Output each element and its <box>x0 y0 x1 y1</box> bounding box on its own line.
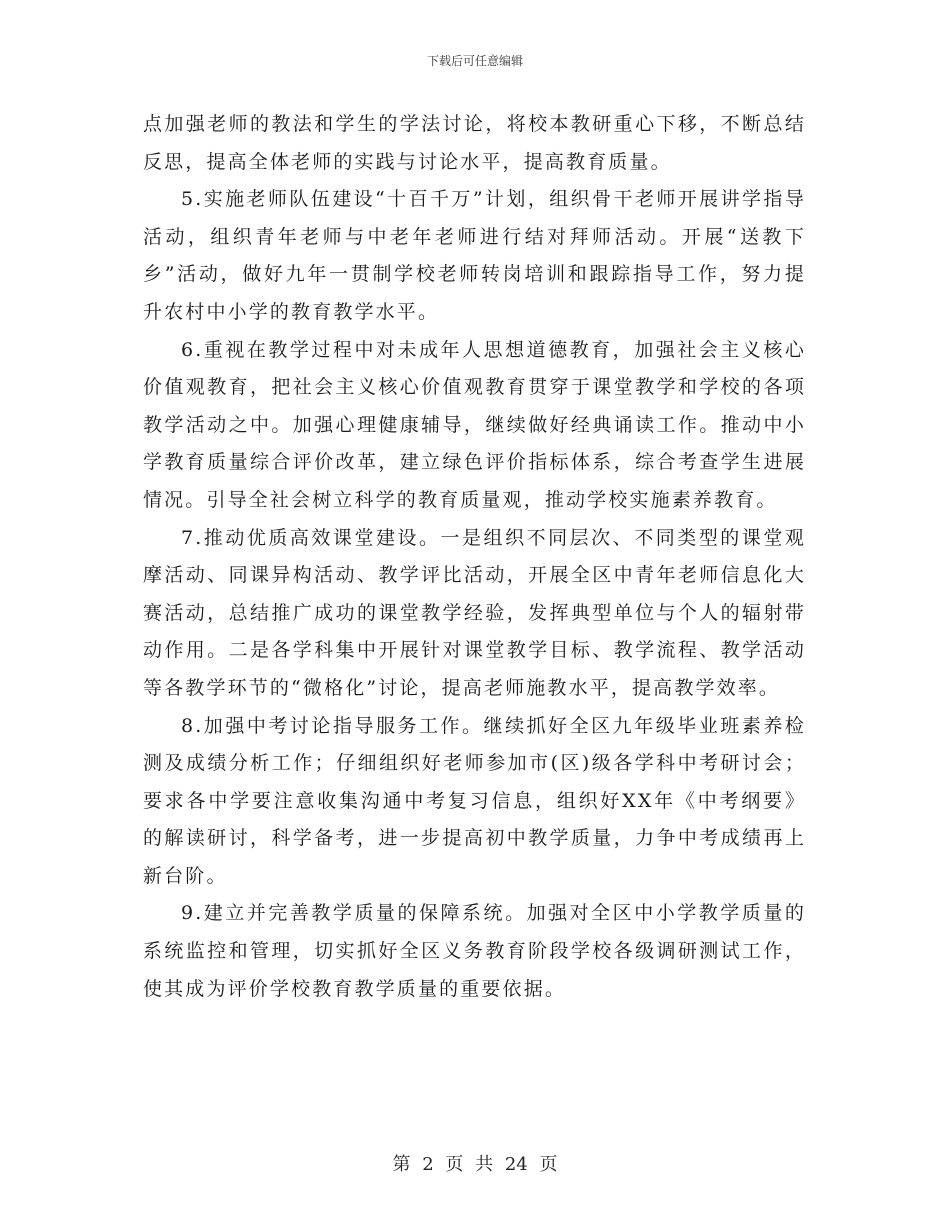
paragraph: 7.推动优质高效课堂建设。一是组织不同层次、不同类型的课堂观摩活动、同课异构活动、教学评比活动，开展全区中青年老师信息化大赛活动，总结推广成功的课堂教学经验，发挥典型单位与个人的辐射带动作用。二是各学科集中开展针对课堂教学目标、教学流程、教学活动等各教学环节的“微格化”讨论，提高老师施教水平，提高教学效率。 <box>143 526 806 699</box>
paragraph: 8.加强中考讨论指导服务工作。继续抓好全区九年级毕业班素养检测及成绩分析工作；仔细组织好老师参加市(区)级各学科中考研讨会；要求各中学要注意收集沟通中考复习信息，组织好XX年《中考纲要》的解读研讨，科学备考，进一步提高初中教学质量，力争中考成绩再上新台阶。 <box>143 714 806 887</box>
paragraph: 9.建立并完善教学质量的保障系统。加强对全区中小学教学质量的系统监控和管理，切实抓好全区义务教育阶段学校各级调研测试工作，使其成为评价学校教育教学质量的重要依据。 <box>143 902 806 1000</box>
page-number-label: 第 2 页 共 24 页 <box>392 1154 558 1175</box>
paragraph: 点加强老师的教法和学生的学法讨论，将校本教研重心下移，不断总结反思，提高全体老师的实践与讨论水平，提高教育质量。 <box>143 113 806 173</box>
paragraph: 6.重视在教学过程中对未成年人思想道德教育，加强社会主义核心价值观教育，把社会主义核心价值观教育贯穿于课堂教学和学校的各项教学活动之中。加强心理健康辅导，继续做好经典诵读工作。推动中小学教育质量综合评价改革，建立绿色评价指标体系，综合考查学生进展情况。引导全社会树立科学的教育质量观，推动学校实施素养教育。 <box>143 338 806 511</box>
paragraph: 5.实施老师队伍建设“十百千万”计划，组织骨干老师开展讲学指导活动，组织青年老师与中老年老师进行结对拜师活动。开展“送教下乡”活动，做好九年一贯制学校老师转岗培训和跟踪指导工作，努力提升农村中小学的教育教学水平。 <box>143 188 806 323</box>
page-header: 下载后可任意编辑 <box>426 54 523 68</box>
document-body <box>143 106 806 1008</box>
page-footer <box>0 1154 950 1176</box>
